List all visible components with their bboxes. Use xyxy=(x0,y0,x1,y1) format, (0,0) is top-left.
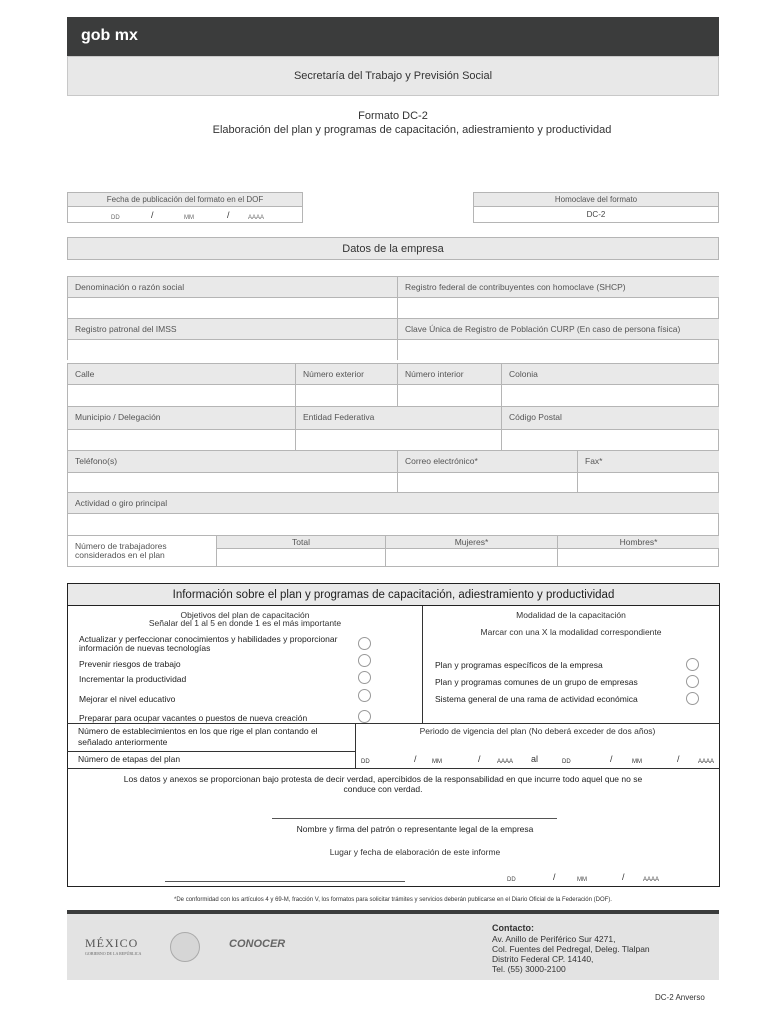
imss-label: Registro patronal del IMSS xyxy=(67,318,397,339)
correo-field[interactable] xyxy=(397,472,577,492)
mm-label: MM xyxy=(432,759,442,765)
modalidad-item-3: Sistema general de una rama de actividad económica xyxy=(435,694,638,704)
contacto-title: Contacto: xyxy=(492,923,534,933)
telefono-label: Teléfono(s) xyxy=(67,450,397,472)
calle-field[interactable] xyxy=(67,384,295,406)
objetivo-item-1: Actualizar y perfeccionar conocimientos y habilidades y proporcionar información de nuevas tecnologías xyxy=(79,634,338,653)
colonia-field[interactable] xyxy=(501,384,719,406)
row-divider xyxy=(67,723,720,724)
objetivo-item-4: Mejorar el nivel educativo xyxy=(79,694,176,704)
modalidad-radio-1[interactable] xyxy=(686,658,699,671)
objetivo-radio-3[interactable] xyxy=(358,671,371,684)
vigencia-label: Periodo de vigencia del plan (No deberá exceder de dos años) xyxy=(419,726,656,736)
datos-empresa-title: Datos de la empresa xyxy=(67,237,719,260)
modalidad-subtitle: Marcar con una X la modalidad correspondiente xyxy=(480,627,662,637)
contacto-line: Distrito Federal CP. 14140, xyxy=(492,954,594,964)
aaaa-label: AAAA xyxy=(698,759,715,765)
mm-label: MM xyxy=(577,877,587,883)
dd-label: DD xyxy=(361,759,370,765)
imss-field[interactable] xyxy=(67,339,397,360)
mm-label: MM xyxy=(632,759,642,765)
mujeres-label: Mujeres* xyxy=(385,535,557,548)
calle-label: Calle xyxy=(67,363,295,384)
colonia-label: Colonia xyxy=(501,363,719,384)
al-label: al xyxy=(531,754,539,764)
objetivo-radio-1[interactable] xyxy=(358,637,371,650)
objetivo-item-5: Preparar para ocupar vacantes o puestos de nueva creación xyxy=(79,713,308,723)
slash: / xyxy=(622,872,625,882)
objetivo-item-3: Incrementar la productividad xyxy=(79,674,187,684)
plan-section-title: Información sobre el plan y programas de capacitación, adiestramiento y productividad xyxy=(68,584,719,606)
objetivos-subtitle: Señalar del 1 al 5 en donde 1 es el más importante xyxy=(148,618,342,628)
trabajadores-label-line1: Número de trabajadores xyxy=(75,541,167,551)
total-field[interactable] xyxy=(216,548,385,567)
agency-bar xyxy=(67,56,719,96)
aaaa-label: AAAA xyxy=(248,215,265,221)
objetivo-radio-2[interactable] xyxy=(358,654,371,667)
trabajadores-label-line2: considerados en el plan xyxy=(75,550,165,560)
agency-name: Secretaría del Trabajo y Previsión Social xyxy=(293,70,493,82)
hombres-field[interactable] xyxy=(557,548,719,567)
correo-label: Correo electrónico* xyxy=(397,450,577,472)
modalidad-title: Modalidad de la capacitación xyxy=(516,610,626,620)
rfc-field[interactable] xyxy=(397,297,719,318)
slash: / xyxy=(414,754,417,764)
modalidad-item-2: Plan y programas comunes de un grupo de empresas xyxy=(435,677,638,687)
national-seal-icon xyxy=(170,932,200,962)
slash: / xyxy=(610,754,613,764)
objetivo-item-2: Prevenir riesgos de trabajo xyxy=(79,659,181,669)
cp-field[interactable] xyxy=(501,429,719,450)
gob-header-bar xyxy=(67,17,719,56)
cp-label: Código Postal xyxy=(501,406,719,429)
homoclave-value: DC-2 xyxy=(473,206,719,223)
fecha-publicacion-label: Fecha de publicación del formato en el DOF xyxy=(67,192,303,207)
num-ext-field[interactable] xyxy=(295,384,397,406)
empresa-form-grid xyxy=(67,276,719,567)
fax-label: Fax* xyxy=(577,450,719,472)
modalidad-radio-2[interactable] xyxy=(686,675,699,688)
entidad-field[interactable] xyxy=(295,429,501,450)
form-code: Formato DC-2 xyxy=(358,110,428,122)
contacto-lines xyxy=(492,934,650,974)
mexico-logo: MÉXICO xyxy=(85,936,139,950)
firma-line xyxy=(272,818,557,819)
curp-field[interactable] xyxy=(397,339,719,360)
row-divider-2 xyxy=(67,751,355,752)
contacto-line: Av. Anillo de Periférico Sur 4271, xyxy=(492,934,616,944)
dd-label: DD xyxy=(507,877,516,883)
slash: / xyxy=(478,754,481,764)
protesta-text: Los datos y anexos se proporcionan bajo protesta de decir verdad, apercibidos de la responsabilidad en que incurre todo aquel que no se conduce con verdad. xyxy=(123,774,643,794)
fax-field[interactable] xyxy=(577,472,719,492)
lugar-label: Lugar y fecha de elaboración de este informe xyxy=(329,847,501,857)
razon-social-field[interactable] xyxy=(67,297,397,318)
mm-label: MM xyxy=(184,215,194,221)
column-divider xyxy=(422,606,423,723)
contacto-line: Col. Fuentes del Pedregal, Deleg. Tlalpan xyxy=(492,944,650,954)
firma-label: Nombre y firma del patrón o representante legal de la empresa xyxy=(296,824,534,834)
vigencia-dates[interactable] xyxy=(356,752,719,767)
curp-label: Clave Única de Registro de Población CURP (En caso de persona física) xyxy=(397,318,719,339)
trabajadores-label xyxy=(67,535,216,567)
hombres-label: Hombres* xyxy=(557,535,719,548)
footer-panel xyxy=(67,914,719,980)
slash: / xyxy=(227,210,230,220)
modalidad-radio-3[interactable] xyxy=(686,692,699,705)
mexico-logo-subtitle: GOBIERNO DE LA REPÚBLICA xyxy=(85,951,142,956)
actividad-field[interactable] xyxy=(67,513,719,535)
contacto-line: Tel. (55) 3000-2100 xyxy=(492,964,566,974)
row-divider-3 xyxy=(67,768,720,769)
total-label: Total xyxy=(216,535,385,548)
rfc-label: Registro federal de contribuyentes con homoclave (SHCP) xyxy=(397,276,719,297)
lugar-line[interactable] xyxy=(165,881,405,882)
num-int-field[interactable] xyxy=(397,384,501,406)
gob-mx-logo: gob mx xyxy=(81,27,138,44)
municipio-field[interactable] xyxy=(67,429,295,450)
page-label: DC-2 Anverso xyxy=(655,993,705,1002)
telefono-field[interactable] xyxy=(67,472,397,492)
objetivos-title: Objetivos del plan de capacitación xyxy=(180,610,310,620)
entidad-label: Entidad Federativa xyxy=(295,406,501,429)
dd-label: DD xyxy=(111,215,120,221)
form-title: Elaboración del plan y programas de capacitación, adiestramiento y productividad xyxy=(212,124,612,136)
homoclave-label: Homoclave del formato xyxy=(473,192,719,207)
objetivo-radio-5[interactable] xyxy=(358,710,371,723)
objetivo-radio-4[interactable] xyxy=(358,689,371,702)
municipio-label: Municipio / Delegación xyxy=(67,406,295,429)
fecha-publicacion-field[interactable] xyxy=(67,206,303,223)
actividad-label: Actividad o giro principal xyxy=(67,492,719,513)
etapas-label: Número de etapas del plan xyxy=(78,754,181,764)
conocer-logo: CONOCER xyxy=(229,938,286,950)
slash: / xyxy=(677,754,680,764)
mujeres-field[interactable] xyxy=(385,548,557,567)
aaaa-label: AAAA xyxy=(643,877,660,883)
razon-social-label: Denominación o razón social xyxy=(67,276,397,297)
num-int-label: Número interior xyxy=(397,363,501,384)
modalidad-item-1: Plan y programas específicos de la empresa xyxy=(435,660,603,670)
slash: / xyxy=(553,872,556,882)
footnote: *De conformidad con los artículos 4 y 69-M, fracción V, los formatos para solicitar trámites y servicios deberán publicarse en el Diario Oficial de la Federación (DOF). xyxy=(174,897,612,903)
establecimientos-label: Número de establecimientos en los que rige el plan contando el señalado anteriormente xyxy=(78,726,318,747)
aaaa-label: AAAA xyxy=(497,759,514,765)
dd-label: DD xyxy=(562,759,571,765)
slash: / xyxy=(151,210,154,220)
num-ext-label: Número exterior xyxy=(295,363,397,384)
